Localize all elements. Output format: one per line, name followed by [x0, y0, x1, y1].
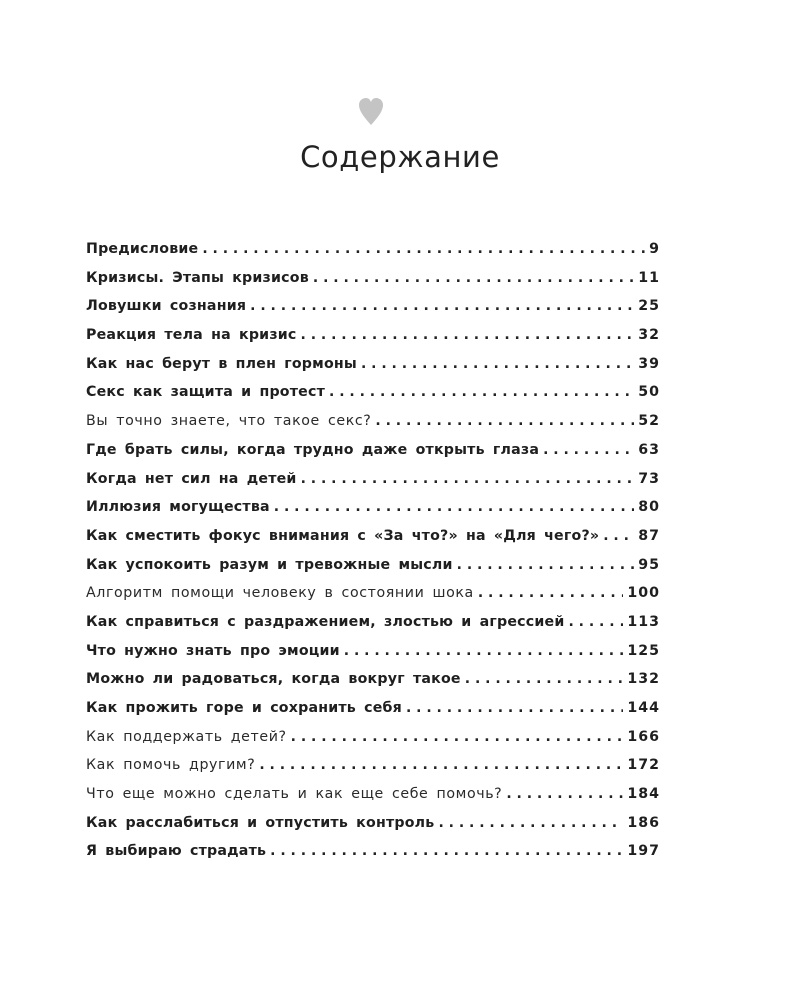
page-title: Содержание — [300, 140, 500, 174]
toc-entry-title: Вы точно знаете, что такое секс? — [86, 413, 372, 430]
table-of-contents — [86, 241, 660, 872]
dot-leader — [603, 528, 634, 544]
toc-entry[interactable] — [86, 298, 660, 327]
toc-entry-title: Что еще можно сделать и как еще себе помочь? — [86, 786, 503, 803]
toc-entry[interactable] — [86, 327, 660, 356]
dot-leader — [270, 843, 623, 859]
toc-entry[interactable] — [86, 384, 660, 413]
dot-leader — [313, 270, 634, 286]
toc-entry[interactable] — [86, 413, 660, 442]
toc-entry-title: Как нас берут в плен гормоны — [86, 355, 357, 372]
toc-entry-page-number: 25 — [638, 298, 660, 315]
dot-leader — [543, 442, 634, 458]
toc-entry-page-number: 39 — [638, 355, 660, 372]
toc-entry[interactable] — [86, 528, 660, 557]
dot-leader — [274, 499, 634, 515]
toc-entry-page-number: 52 — [638, 413, 660, 430]
toc-entry[interactable] — [86, 671, 660, 700]
toc-entry-title: Реакция тела на кризис — [86, 327, 297, 344]
toc-entry-page-number: 166 — [627, 728, 660, 745]
toc-entry-title: Что нужно знать про эмоции — [86, 642, 340, 659]
toc-entry-title: Как расслабиться и отпустить контроль — [86, 814, 435, 831]
dot-leader — [361, 356, 634, 372]
toc-entry-page-number: 132 — [627, 671, 660, 688]
heart-icon — [358, 97, 384, 127]
toc-entry-page-number: 186 — [627, 814, 660, 831]
toc-entry-page-number: 197 — [627, 843, 660, 860]
toc-entry-page-number: 73 — [638, 470, 660, 487]
dot-leader — [506, 786, 623, 802]
toc-entry[interactable] — [86, 241, 660, 270]
toc-entry[interactable] — [86, 270, 660, 299]
toc-entry-page-number: 87 — [638, 527, 660, 544]
dot-leader — [465, 671, 624, 687]
toc-entry-page-number: 50 — [638, 384, 660, 401]
toc-entry-title: Как прожить горе и сохранить себя — [86, 700, 402, 716]
dot-leader — [457, 557, 635, 573]
toc-entry-page-number: 11 — [638, 269, 660, 286]
toc-entry-page-number: 95 — [638, 556, 660, 573]
toc-entry-title: Как справиться с раздражением, злостью и агрессией — [86, 613, 565, 630]
toc-entry-page-number: 63 — [638, 441, 660, 458]
toc-entry-title: Алгоритм помощи человеку в состоянии шока — [86, 585, 474, 602]
dot-leader — [568, 614, 623, 630]
toc-entry-title: Когда нет сил на детей — [86, 470, 297, 487]
dot-leader — [250, 298, 634, 314]
toc-entry-title: Как сместить фокус внимания с «За что?» на «Для чего?» — [86, 527, 600, 544]
toc-entry[interactable] — [86, 614, 660, 643]
toc-entry-page-number: 100 — [627, 585, 660, 602]
dot-leader — [344, 643, 624, 659]
dot-leader — [478, 585, 624, 601]
toc-entry-title: Ловушки сознания — [86, 298, 247, 315]
toc-entry[interactable] — [86, 356, 660, 385]
dot-leader — [329, 384, 634, 400]
toc-entry-page-number: 144 — [627, 700, 660, 716]
toc-entry-title: Можно ли радоваться, когда вокруг такое — [86, 671, 461, 688]
toc-entry[interactable] — [86, 786, 660, 815]
toc-entry[interactable] — [86, 700, 660, 729]
toc-entry[interactable] — [86, 843, 660, 872]
toc-entry-title: Секс как защита и протест — [86, 384, 326, 401]
toc-entry[interactable] — [86, 499, 660, 528]
toc-entry-page-number: 125 — [627, 642, 660, 659]
dot-leader — [375, 413, 634, 429]
toc-entry[interactable] — [86, 643, 660, 672]
toc-entry[interactable] — [86, 442, 660, 471]
toc-entry-page-number: 80 — [638, 499, 660, 516]
dot-leader — [301, 471, 635, 487]
toc-entry[interactable] — [86, 815, 660, 844]
toc-entry-title: Предисловие — [86, 241, 199, 257]
toc-entry-title: Иллюзия могущества — [86, 499, 270, 516]
dot-leader — [202, 241, 645, 257]
toc-entry-title: Как успокоить разум и тревожные мысли — [86, 556, 453, 573]
toc-entry-page-number: 172 — [627, 757, 660, 774]
toc-entry[interactable] — [86, 557, 660, 586]
dot-leader — [438, 815, 623, 831]
dot-leader — [259, 757, 623, 773]
toc-entry-page-number: 9 — [649, 241, 660, 257]
toc-entry-page-number: 113 — [627, 613, 660, 630]
toc-entry[interactable] — [86, 585, 660, 614]
toc-entry-page-number: 32 — [638, 327, 660, 344]
toc-entry-title: Как помочь другим? — [86, 757, 256, 774]
dot-leader — [301, 327, 635, 343]
toc-entry-title: Кризисы. Этапы кризисов — [86, 269, 309, 286]
toc-entry-title: Где брать силы, когда трудно даже открыть глаза — [86, 441, 540, 458]
dot-leader — [291, 729, 624, 745]
toc-entry[interactable] — [86, 729, 660, 758]
dot-leader — [406, 700, 623, 716]
toc-entry[interactable] — [86, 471, 660, 500]
toc-entry-title: Я выбираю страдать — [86, 843, 267, 860]
toc-entry-title: Как поддержать детей? — [86, 728, 287, 745]
toc-entry[interactable] — [86, 757, 660, 786]
toc-entry-page-number: 184 — [627, 786, 660, 803]
